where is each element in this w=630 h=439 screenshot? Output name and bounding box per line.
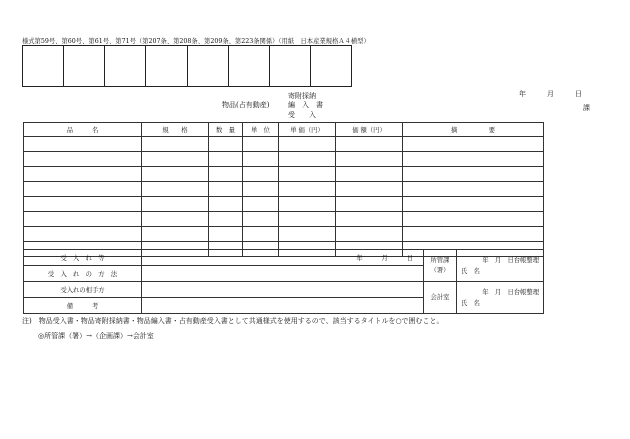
office-ledger-date: 年 月 日台帳整理 bbox=[482, 256, 539, 264]
table-row[interactable] bbox=[24, 212, 544, 227]
table-row[interactable] bbox=[24, 227, 544, 242]
title-option-receipt: 受 入 bbox=[288, 111, 316, 119]
column-header-item-name: 品 名 bbox=[24, 123, 142, 137]
office-label: 所管課（署） bbox=[424, 250, 457, 282]
table-row[interactable] bbox=[24, 197, 544, 212]
stamp-cell[interactable] bbox=[188, 46, 229, 86]
note-routing: ◎所管課（署）→（企画課）→会計室 bbox=[38, 332, 154, 340]
section-label: 課 bbox=[583, 104, 590, 112]
method-label: 受 入 れ の 方 法 bbox=[24, 266, 142, 282]
table-row[interactable] bbox=[24, 152, 544, 167]
accounting-ledger-entry[interactable] bbox=[457, 282, 544, 314]
table-header-row bbox=[24, 123, 544, 137]
received-date-field[interactable]: 年 月 日 bbox=[142, 250, 424, 266]
title-option-donation: 寄附採納 bbox=[288, 92, 316, 100]
counterparty-label: 受入れの相手方 bbox=[24, 282, 142, 298]
note-usage: 注) 物品受入書・物品寄附採納書・物品編入書・占有動産受入書として共通様式を使用するので、該当するタイトルを○で囲むこと。 bbox=[22, 317, 444, 325]
column-header-amount: 価 額（円） bbox=[336, 123, 403, 137]
stamp-cell[interactable] bbox=[105, 46, 146, 86]
title-prefix: 物品(占有動産) bbox=[222, 101, 270, 109]
stamp-cell[interactable] bbox=[146, 46, 187, 86]
table-row[interactable] bbox=[24, 167, 544, 182]
remarks-label: 備 考 bbox=[24, 298, 142, 314]
stamp-cell[interactable] bbox=[23, 46, 64, 86]
method-field[interactable] bbox=[142, 266, 424, 282]
column-header-unit: 単 位 bbox=[243, 123, 279, 137]
remarks-field[interactable] bbox=[142, 298, 424, 314]
accounting-ledger-date: 年 月 日台帳整理 bbox=[482, 288, 539, 296]
receipt-details-table bbox=[23, 249, 544, 314]
document-date: 年 月 日 bbox=[519, 90, 582, 98]
stamp-cell[interactable] bbox=[270, 46, 311, 86]
column-header-remarks: 摘 要 bbox=[403, 123, 544, 137]
column-header-spec: 規 格 bbox=[142, 123, 209, 137]
office-signer-name: 氏 名 bbox=[461, 267, 480, 275]
title-option-transfer: 編 入 書 bbox=[288, 101, 323, 109]
approval-stamp-boxes bbox=[22, 45, 352, 87]
table-row[interactable] bbox=[24, 137, 544, 152]
stamp-cell[interactable] bbox=[229, 46, 270, 86]
stamp-cell[interactable] bbox=[64, 46, 105, 86]
table-row[interactable] bbox=[24, 182, 544, 197]
accounting-office-label: 会計室 bbox=[424, 282, 457, 314]
stamp-cell[interactable] bbox=[311, 46, 351, 86]
form-reference: 様式第59号、第60号、第61号、第71号（第207条、第208条、第209条、第223条関係）（用紙 日本産業規格Ａ４横型） bbox=[22, 38, 370, 45]
items-table bbox=[23, 122, 544, 257]
column-header-unit-price: 単 価（円） bbox=[279, 123, 336, 137]
counterparty-field[interactable] bbox=[142, 282, 424, 298]
received-label: 受 入 れ 等 bbox=[24, 250, 142, 266]
column-header-quantity: 数 量 bbox=[209, 123, 243, 137]
accounting-signer-name: 氏 名 bbox=[461, 299, 480, 307]
office-ledger-entry[interactable] bbox=[457, 250, 544, 282]
